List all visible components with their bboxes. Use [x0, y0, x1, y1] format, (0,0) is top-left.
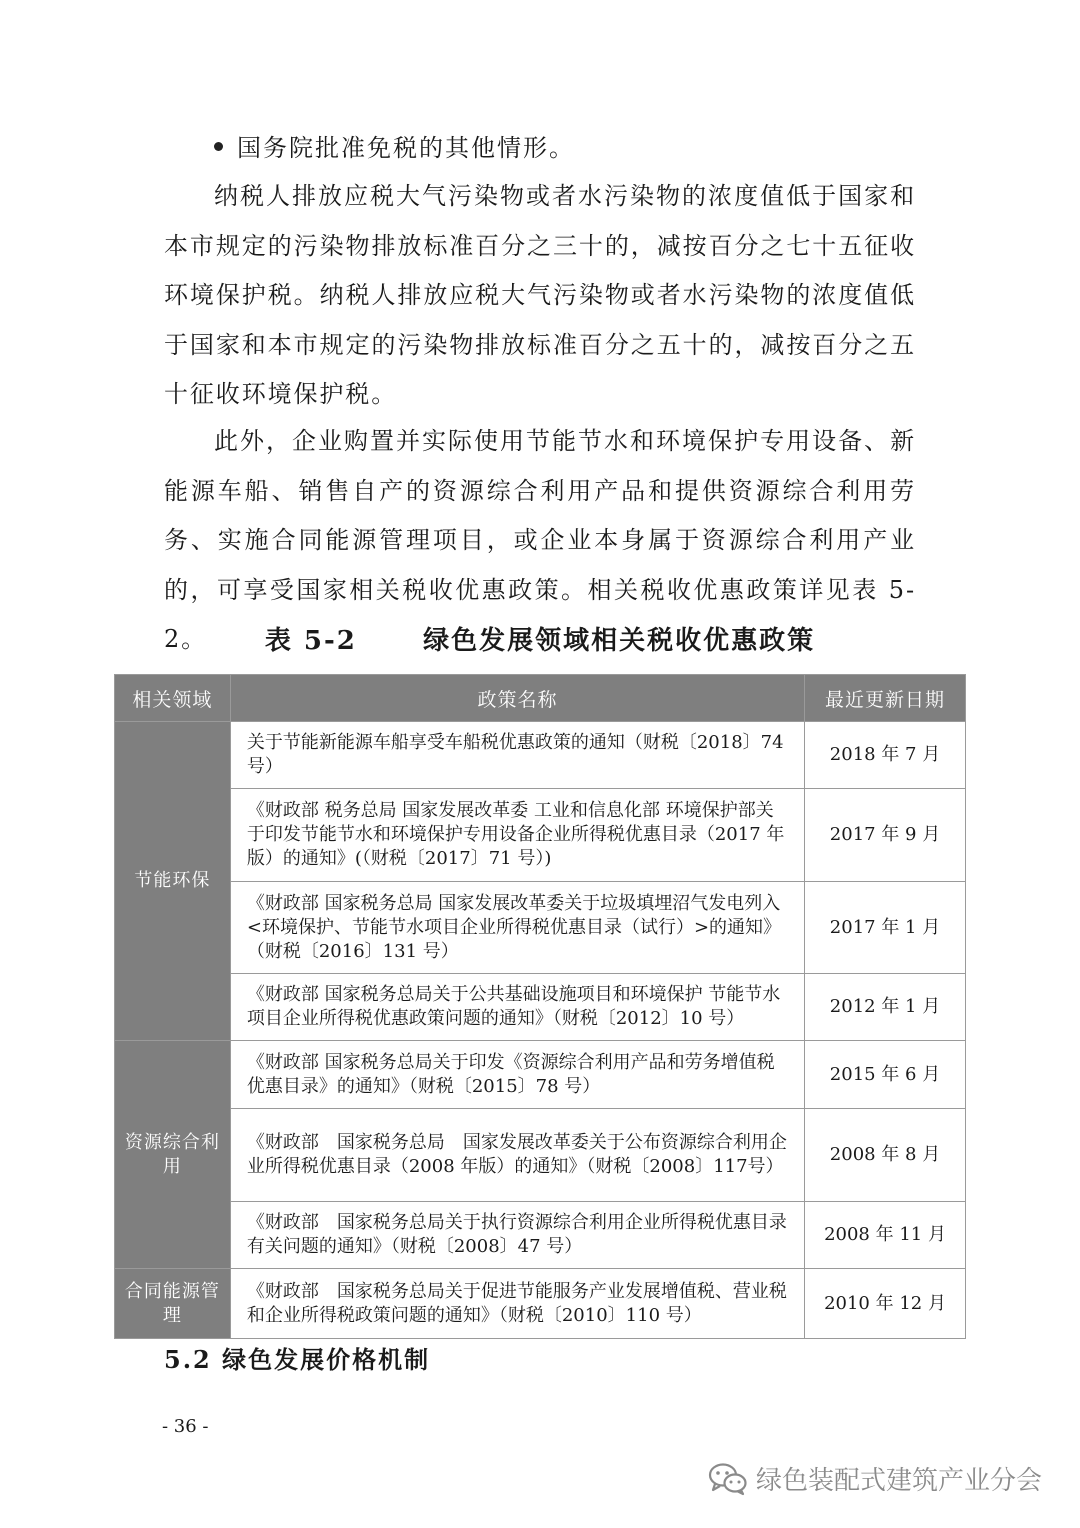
table-header-row — [115, 675, 966, 722]
policy-name-cell: 《财政部 国家税务总局关于促进节能服务产业发展增值税、营业税和企业所得税政策问题的通知》（财税〔2010〕110 号） — [230, 1269, 804, 1339]
policy-date-cell: 2018 年 7 月 — [805, 722, 966, 789]
watermark — [708, 1460, 1042, 1497]
table-row — [115, 1109, 966, 1202]
table-title: 表 5-2 绿色发展领域相关税收优惠政策 — [264, 626, 816, 656]
policy-name-cell: 《财政部 国家税务总局关于执行资源综合利用企业所得税优惠目录有关问题的通知》（财税〔2008〕47 号） — [230, 1202, 804, 1269]
policy-date-cell: 2017 年 1 月 — [805, 882, 966, 974]
header-policy-name: 政策名称 — [230, 675, 804, 722]
header-domain: 相关领域 — [115, 675, 231, 722]
policy-date-cell: 2008 年 8 月 — [805, 1109, 966, 1202]
header-update-date: 最近更新日期 — [805, 675, 966, 722]
paragraph-tax-reduction: 纳税人排放应税大气污染物或者水污染物的浓度值低于国家和本市规定的污染物排放标准百分之三十的，减按百分之七十五征收环境保护税。纳税人排放应税大气污染物或者水污染物的浓度值低于国家和本市规定的污染物排放标准百分之五十的，减按百分之五十征收环境保护税。 — [164, 182, 916, 408]
table-row — [115, 974, 966, 1041]
watermark-text: 绿色装配式建筑产业分会 — [756, 1466, 1043, 1496]
bullet-text: 国务院批准免税的其他情形。 — [237, 134, 575, 162]
bullet-dot-icon — [214, 142, 223, 151]
policy-date-cell: 2008 年 11 月 — [805, 1202, 966, 1269]
policy-name-cell: 《财政部 国家税务总局 国家发展改革委关于公布资源综合利用企业所得税优惠目录（2008 年版）的通知》（财税〔2008〕117号） — [230, 1109, 804, 1202]
domain-cell-energy-saving: 节能环保 — [115, 722, 231, 1041]
table-row — [115, 1202, 966, 1269]
policy-name-cell: 《财政部 国家税务总局关于印发《资源综合利用产品和劳务增值税优惠目录》的通知》（财税〔2015〕78 号） — [230, 1041, 804, 1109]
policy-date-cell: 2012 年 1 月 — [805, 974, 966, 1041]
policy-name-cell: 《财政部 国家税务总局 国家发展改革委关于垃圾填埋沼气发电列入<环境保护、节能节水项目企业所得税优惠目录（试行）>的通知》（财税〔2016〕131 号） — [230, 882, 804, 974]
section-heading: 5.2 绿色发展价格机制 — [164, 1345, 431, 1374]
policy-date-cell: 2010 年 12 月 — [805, 1269, 966, 1339]
domain-cell-resource-utilization: 资源综合利用 — [115, 1041, 231, 1269]
paragraph-preferential-policies: 此外，企业购置并实际使用节能节水和环境保护专用设备、新能源车船、销售自产的资源综合利用产品和提供资源综合利用劳务、实施合同能源管理项目，或企业本身属于资源综合利用产业的，可享受国家相关税收优惠政策。相关税收优惠政策详见表 5-2。 — [164, 427, 916, 653]
page-number: - 36 - — [162, 1416, 209, 1437]
policy-date-cell: 2017 年 9 月 — [805, 789, 966, 882]
table-row — [115, 1269, 966, 1339]
bullet-item — [214, 128, 575, 168]
table-row — [115, 882, 966, 974]
policy-name-cell: 《财政部 税务总局 国家发展改革委 工业和信息化部 环境保护部关于印发节能节水和环境保护专用设备企业所得税优惠目录（2017 年版）的通知》(（财税〔2017〕71 号）) — [230, 789, 804, 882]
policy-date-cell: 2015 年 6 月 — [805, 1041, 966, 1109]
policy-name-cell: 关于节能新能源车船享受车船税优惠政策的通知（财税〔2018〕74号） — [230, 722, 804, 789]
table-row — [115, 1041, 966, 1109]
domain-cell-energy-contract: 合同能源管理 — [115, 1269, 231, 1339]
table-row — [115, 789, 966, 882]
policy-name-cell: 《财政部 国家税务总局关于公共基础设施项目和环境保护 节能节水项目企业所得税优惠政策问题的通知》（财税〔2012〕10 号） — [230, 974, 804, 1041]
table-row — [115, 722, 966, 789]
wechat-icon — [708, 1462, 748, 1496]
policy-table — [114, 674, 966, 1339]
